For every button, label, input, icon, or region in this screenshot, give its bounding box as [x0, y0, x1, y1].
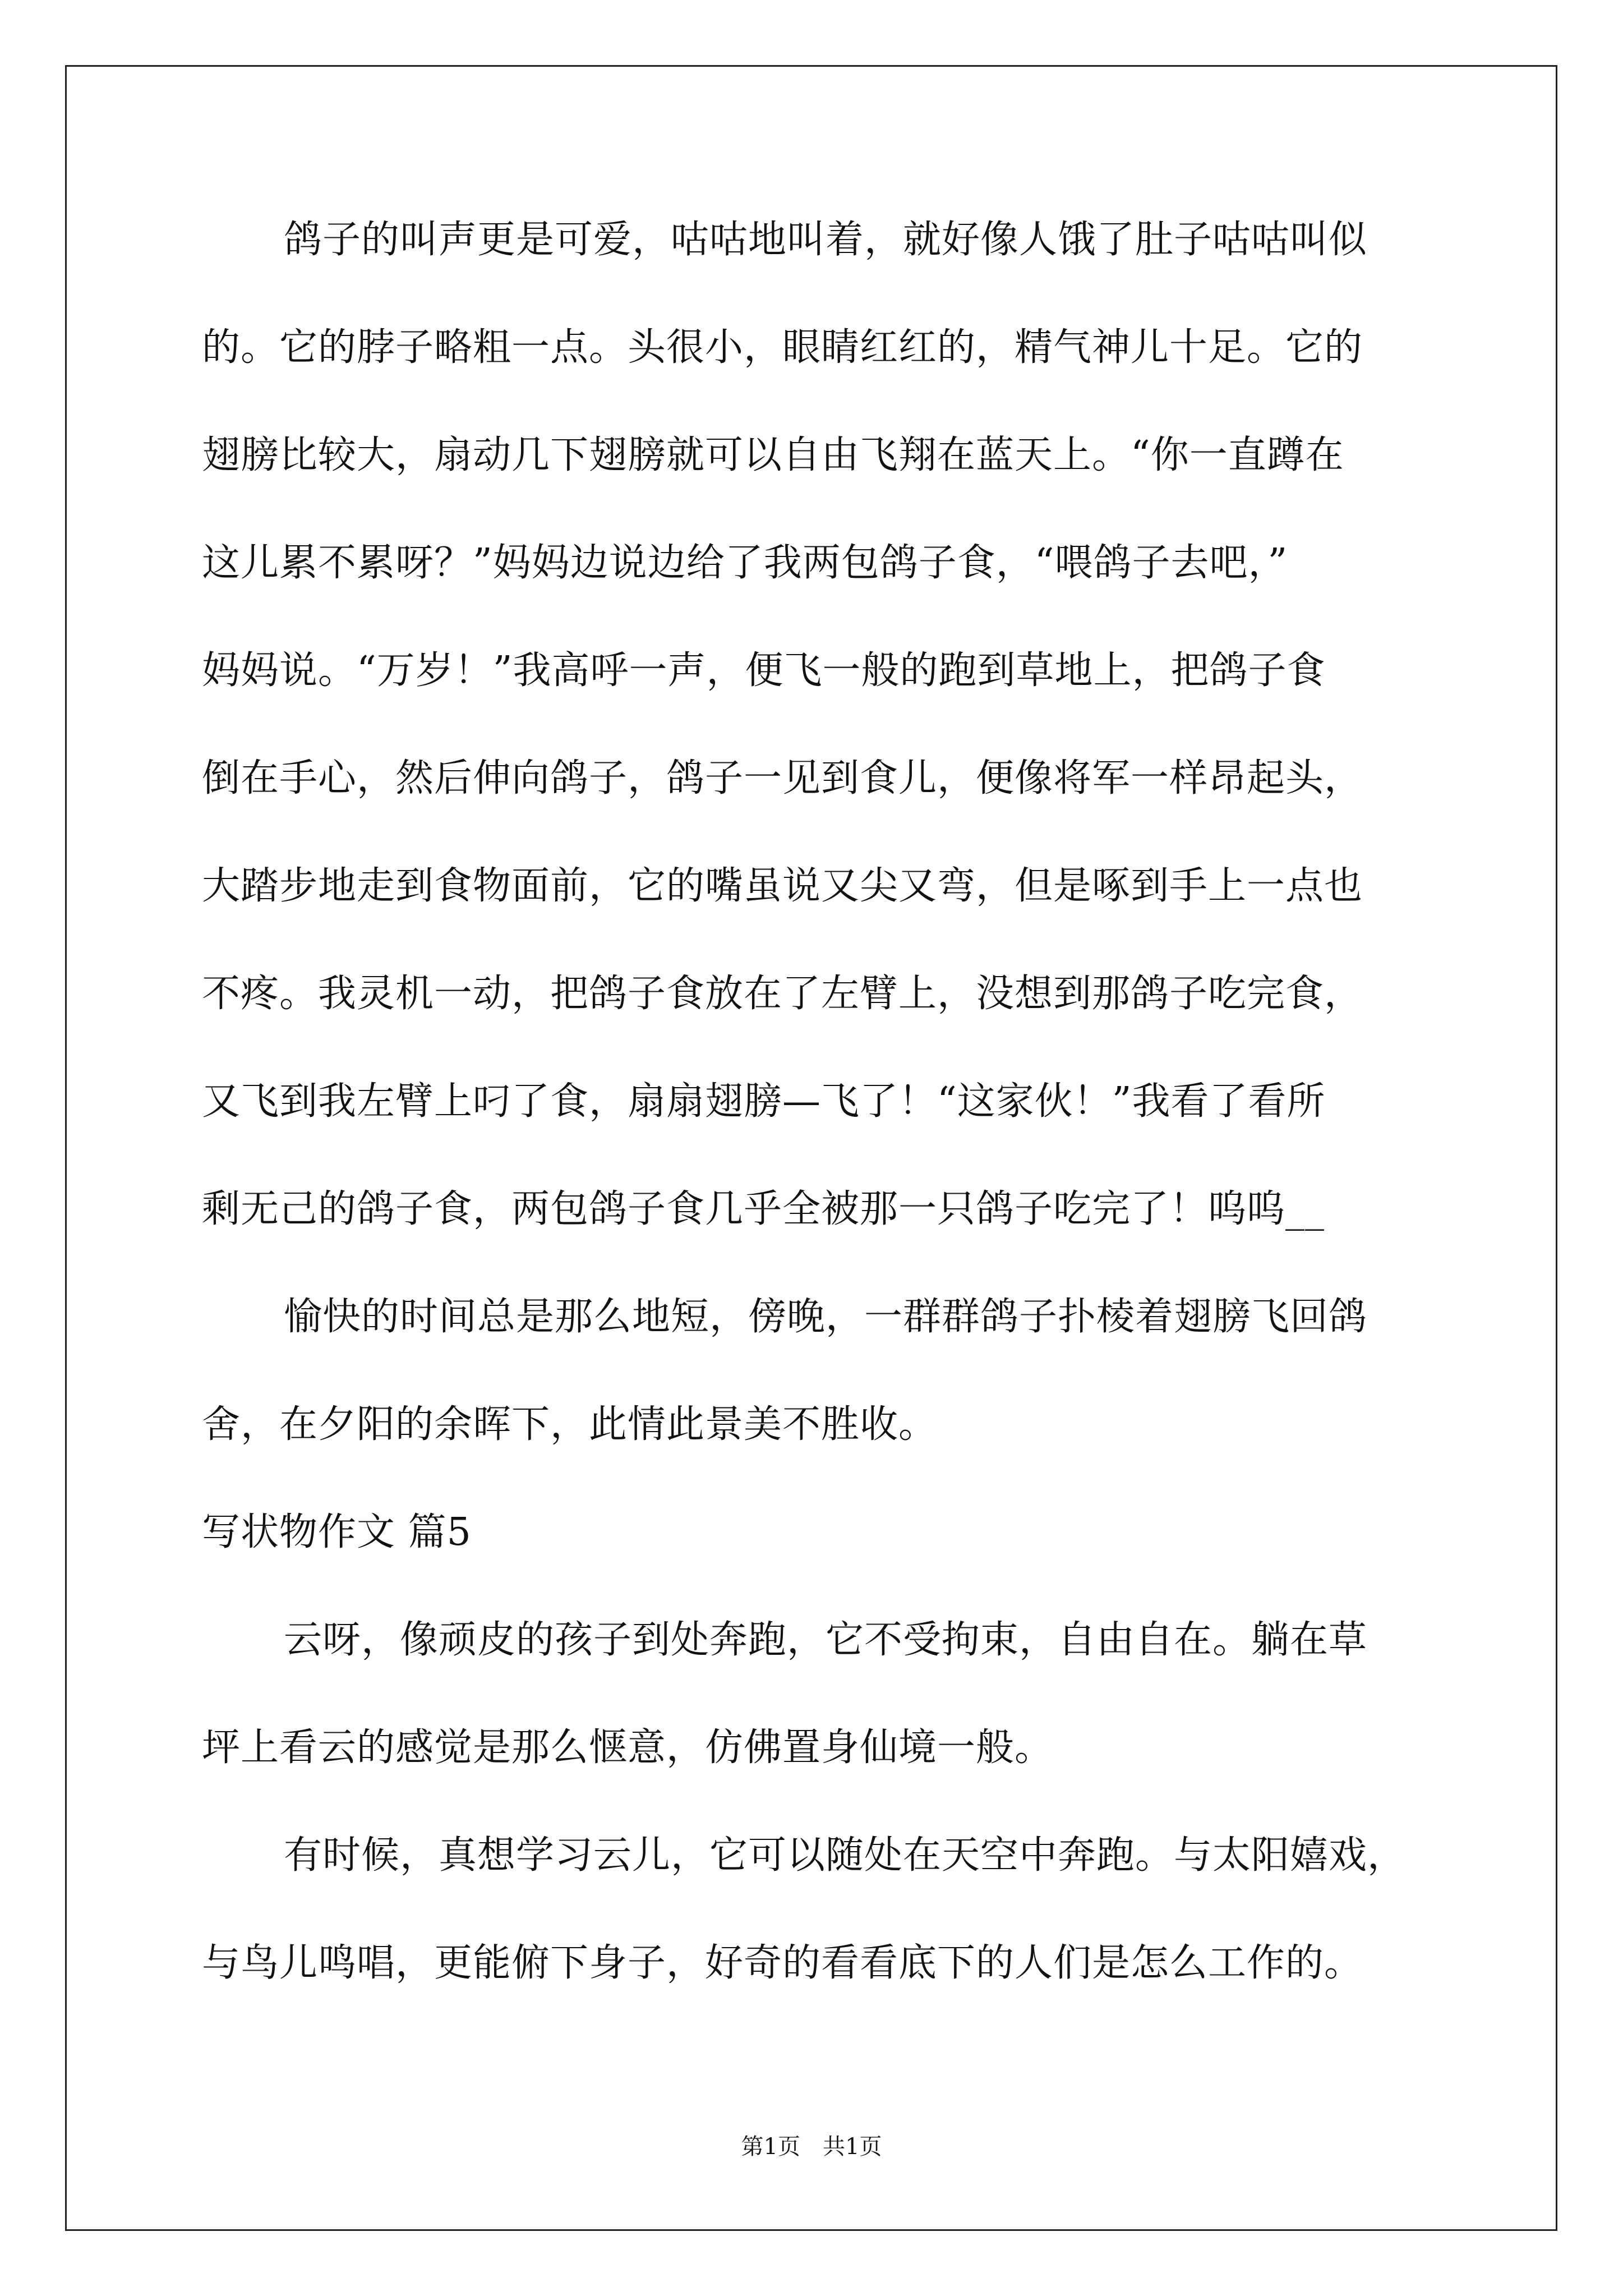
text-line: 云呀，像顽皮的孩子到处奔跑，它不受拘束，自由自在。躺在草 [284, 1618, 1368, 1662]
text-line: 不疼。我灵机一动，把鸽子食放在了左臂上，没想到那鸽子吃完食， [202, 972, 1363, 1016]
text-line: 翅膀比较大，扇动几下翅膀就可以自由飞翔在蓝天上。“你一直蹲在 [202, 433, 1344, 477]
paragraph-1 [202, 213, 1436, 1290]
text-line: 大踏步地走到食物面前，它的嘴虽说又尖又弯，但是啄到手上一点也 [202, 864, 1363, 908]
paragraph-2 [202, 1290, 1436, 1506]
text-line: 有时候，真想学习云儿，它可以随处在天空中奔跑。与太阳嬉戏， [284, 1833, 1407, 1878]
text-line: 倒在手心，然后伸向鸽子，鸽子一见到食儿，便像将军一样昂起头， [202, 756, 1363, 800]
paragraph-3 [202, 1613, 1436, 1829]
text-line: 鸽子的叫声更是可爱，咕咕地叫着，就好像人饿了肚子咕咕叫似 [284, 218, 1368, 262]
text-line: 妈妈说。“万岁！”我高呼一声，便飞一般的跑到草地上，把鸽子食 [202, 648, 1326, 693]
text-line: 与鸟儿鸣唱，更能俯下身子，好奇的看看底下的人们是怎么工作的。 [202, 1941, 1363, 1985]
text-line: 的。它的脖子略粗一点。头很小，眼睛红红的，精气神儿十足。它的 [202, 325, 1363, 370]
document-body [202, 213, 1436, 1990]
text-line: 又飞到我左臂上叼了食，扇扇翅膀—飞了！“这家伙！”我看了看所 [202, 1079, 1326, 1124]
section-heading: 写状物作文 篇5 [202, 1510, 472, 1554]
text-line: 舍，在夕阳的余晖下，此情此景美不胜收。 [202, 1402, 938, 1447]
text-line: 这儿累不累呀？”妈妈边说边给了我两包鸽子食，“喂鸽子去吧，” [202, 541, 1288, 585]
page-number-footer: 第1页 共1页 [741, 2134, 882, 2160]
text-line: 坪上看云的感觉是那么惬意，仿佛置身仙境一般。 [202, 1726, 1054, 1770]
paragraph-4 [202, 1829, 1436, 1990]
text-line: 愉快的时间总是那么地短，傍晚，一群群鸽子扑棱着翅膀飞回鸽 [284, 1295, 1368, 1339]
text-line: 剩无己的鸽子食，两包鸽子食几乎全被那一只鸽子吃完了！呜呜__ [202, 1187, 1325, 1231]
